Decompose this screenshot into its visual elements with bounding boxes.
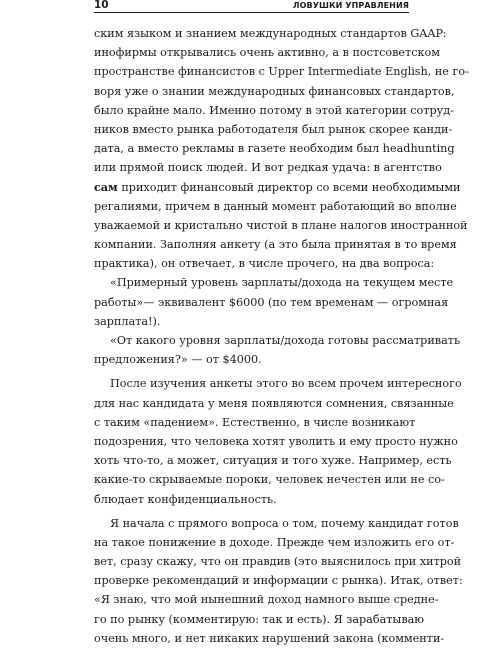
text-line: ским языком и знанием международных стандартов GAAP:	[94, 27, 447, 40]
text-line: го по рынку (комментирую: так и есть). Я зарабатываю	[94, 612, 425, 626]
text-line: или прямой поиск людей. И вот редкая удача: в агентство	[94, 161, 442, 175]
text-line: После изучения анкеты этого во всем прочем интересного	[110, 377, 462, 391]
text-line: ников вместо рынка работодателя был рынок скорее канди-	[94, 122, 453, 136]
quote-line: работы»— эквивалент $6000 (по тем временам — огромная	[94, 295, 449, 309]
text-line	[94, 178, 461, 197]
text-line: уважаемой и кристально чистой в плане налогов иностранной	[94, 218, 468, 232]
quote-line: зарплата!).	[94, 314, 161, 328]
body-text	[94, 24, 469, 648]
text-line: хоть что-то, а может, ситуация и того хуже. Например, есть	[94, 454, 452, 468]
text-line: регалиями, причем в данный момент работающий во вполне	[94, 199, 457, 213]
quote-line: предложения?» — от $4000.	[94, 353, 262, 367]
page-header	[94, 0, 409, 14]
text-line: вет, сразу скажу, что он правдив (это выяснилось при хитрой	[94, 555, 462, 569]
text-line: для нас кандидата у меня появляются сомнения, связанные	[94, 396, 454, 410]
text-line: с таким «падением». Естественно, в числе возникают	[94, 415, 416, 429]
text-line: практика), он отвечает, в числе прочего, на два вопроса:	[94, 257, 435, 271]
text-span: приходит финансовый директор со всеми необходимыми	[117, 180, 461, 194]
text-line: Я начала с прямого вопроса о том, почему кандидат готов	[110, 516, 459, 530]
text-line: «Я знаю, что мой нынешний доход намного выше средне-	[94, 593, 439, 607]
text-line: какие-то скрываемые пороки, человек нечестен или не со-	[94, 473, 445, 487]
quote-line: «От какого уровня зарплаты/дохода готовы рассматривать	[110, 334, 461, 347]
text-line: инофирмы открывались очень активно, а в постсоветском	[94, 46, 440, 60]
page-number: 10	[94, 0, 109, 11]
running-title: ЛОВУШКИ УПРАВЛЕНИЯ	[292, 1, 409, 10]
text-line: подозрения, что человека хотят уволить и ему просто нужно	[94, 434, 458, 448]
text-line: компании. Заполняя анкету (а это была принятая в то время	[94, 238, 457, 252]
header-rule	[94, 12, 409, 13]
text-line: очень много, и нет никаких нарушений закона (комменти-	[94, 631, 445, 645]
text-line: было крайне мало. Именно потому в этой категории сотруд-	[94, 103, 454, 117]
text-line: дата, а вместо рекламы в газете необходим был headhunting	[94, 142, 455, 156]
text-line: проверке рекомендаций и информации с рынка). Итак, ответ:	[94, 574, 463, 588]
quote-line: «Примерный уровень зарплаты/дохода на текущем месте	[110, 276, 454, 290]
text-line: воря уже о знании международных финансовых стандартов,	[94, 84, 455, 98]
text-line: пространстве финансистов с Upper Intermediate English, не го-	[94, 65, 469, 79]
text-line: блюдает конфиденциальность.	[94, 492, 277, 506]
text-line: на такое понижение в доходе. Прежде чем изложить его от-	[94, 535, 455, 549]
bold-word: сам	[94, 179, 118, 194]
